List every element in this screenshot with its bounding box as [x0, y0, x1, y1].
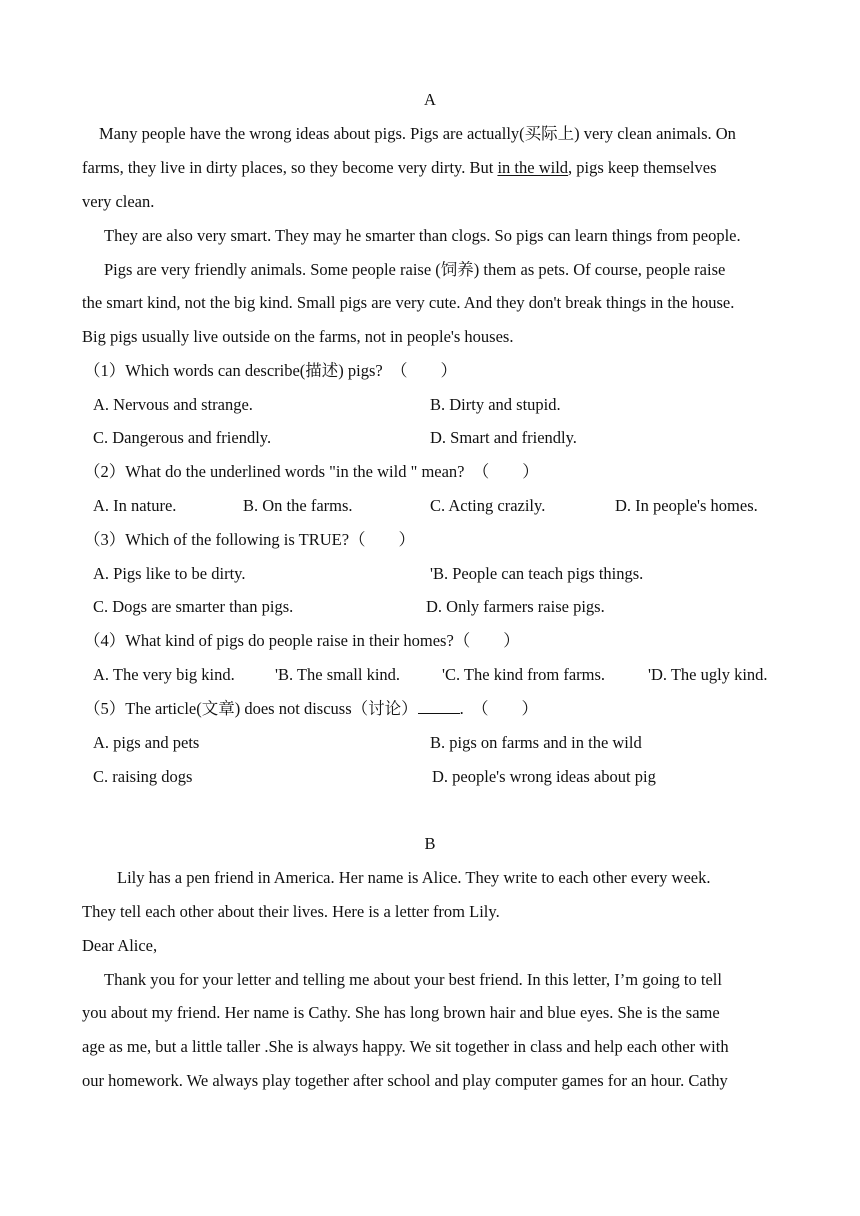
- paragraph-3-line-1: Pigs are very friendly animals. Some people raise (饲养) them as pets. Of course, people raise: [104, 260, 726, 279]
- question-1-option-a: A. Nervous and strange.: [93, 395, 253, 414]
- paragraph-1-line-2: [82, 158, 717, 178]
- underlined-phrase: in the wild: [497, 158, 569, 177]
- question-4-stem: （4）What kind of pigs do people raise in their homes?（ ）: [84, 631, 520, 650]
- question-5-option-d: D. people's wrong ideas about pig: [432, 767, 656, 786]
- paragraph-1-line-2-end: , pigs keep themselves: [568, 158, 717, 177]
- question-2-option-d: D. In people's homes.: [615, 496, 758, 515]
- section-b-intro-line-1: Lily has a pen friend in America. Her name is Alice. They write to each other every week.: [117, 868, 711, 887]
- paragraph-2: They are also very smart. They may he smarter than clogs. So pigs can learn things from people.: [104, 226, 741, 245]
- letter-line-4: our homework. We always play together after school and play computer games for an hour. Cathy: [82, 1071, 728, 1090]
- question-3-option-d: D. Only farmers raise pigs.: [426, 597, 605, 616]
- question-4-option-d: 'D. The ugly kind.: [648, 665, 768, 684]
- answer-blank: [418, 699, 460, 714]
- paragraph-3-line-3: Big pigs usually live outside on the farms, not in people's houses.: [82, 327, 514, 346]
- question-5-option-b: B. pigs on farms and in the wild: [430, 733, 642, 752]
- question-3-stem: （3）Which of the following is TRUE?（ ）: [84, 530, 416, 549]
- question-2-option-a: A. In nature.: [93, 496, 177, 515]
- question-4-option-b: 'B. The small kind.: [275, 665, 401, 684]
- section-b-intro-line-2: They tell each other about their lives. Here is a letter from Lily.: [82, 902, 500, 921]
- question-3-option-a: A. Pigs like to be dirty.: [93, 564, 246, 583]
- paragraph-1-line-2-start: farms, they live in dirty places, so they become very dirty. But: [82, 158, 498, 177]
- letter-salutation: Dear Alice,: [82, 936, 158, 955]
- section-a-heading: A: [424, 90, 436, 109]
- paragraph-3-line-2: the smart kind, not the big kind. Small pigs are very cute. And they don't break things in the house.: [82, 293, 735, 312]
- question-5-stem-end: . （ ）: [459, 699, 538, 718]
- question-4-option-c: 'C. The kind from farms.: [442, 665, 606, 684]
- question-3-option-c: C. Dogs are smarter than pigs.: [93, 597, 294, 616]
- question-2-option-b: B. On the farms.: [243, 496, 353, 515]
- letter-line-2: you about my friend. Her name is Cathy. She has long brown hair and blue eyes. She is the same: [82, 1003, 720, 1022]
- question-1-option-c: C. Dangerous and friendly.: [93, 428, 272, 447]
- question-5-option-c: C. raising dogs: [93, 767, 193, 786]
- question-1-stem: （1）Which words can describe(描述) pigs? （ ）: [84, 361, 457, 380]
- paragraph-1-line-1: Many people have the wrong ideas about pigs. Pigs are actually(买际上) very clean animals. On: [99, 124, 736, 143]
- question-1-option-b: B. Dirty and stupid.: [430, 395, 561, 414]
- question-2-stem: （2）What do the underlined words "in the wild " mean? （ ）: [84, 462, 539, 481]
- question-5-stem-start: （5）The article(文章) does not discuss（讨论）: [84, 699, 418, 718]
- letter-line-1: Thank you for your letter and telling me about your best friend. In this letter, I’m going to tell: [104, 970, 722, 989]
- question-5-option-a: A. pigs and pets: [93, 733, 200, 752]
- letter-line-3: age as me, but a little taller .She is always happy. We sit together in class and help each other with: [82, 1037, 729, 1056]
- question-2-option-c: C. Acting crazily.: [430, 496, 546, 515]
- question-1-option-d: D. Smart and friendly.: [430, 428, 577, 447]
- question-5-stem: [84, 699, 538, 719]
- section-b-heading: B: [424, 834, 436, 853]
- question-4-option-a: A. The very big kind.: [93, 665, 235, 684]
- paragraph-1-line-3: very clean.: [82, 192, 155, 211]
- question-3-option-b: 'B. People can teach pigs things.: [430, 564, 644, 583]
